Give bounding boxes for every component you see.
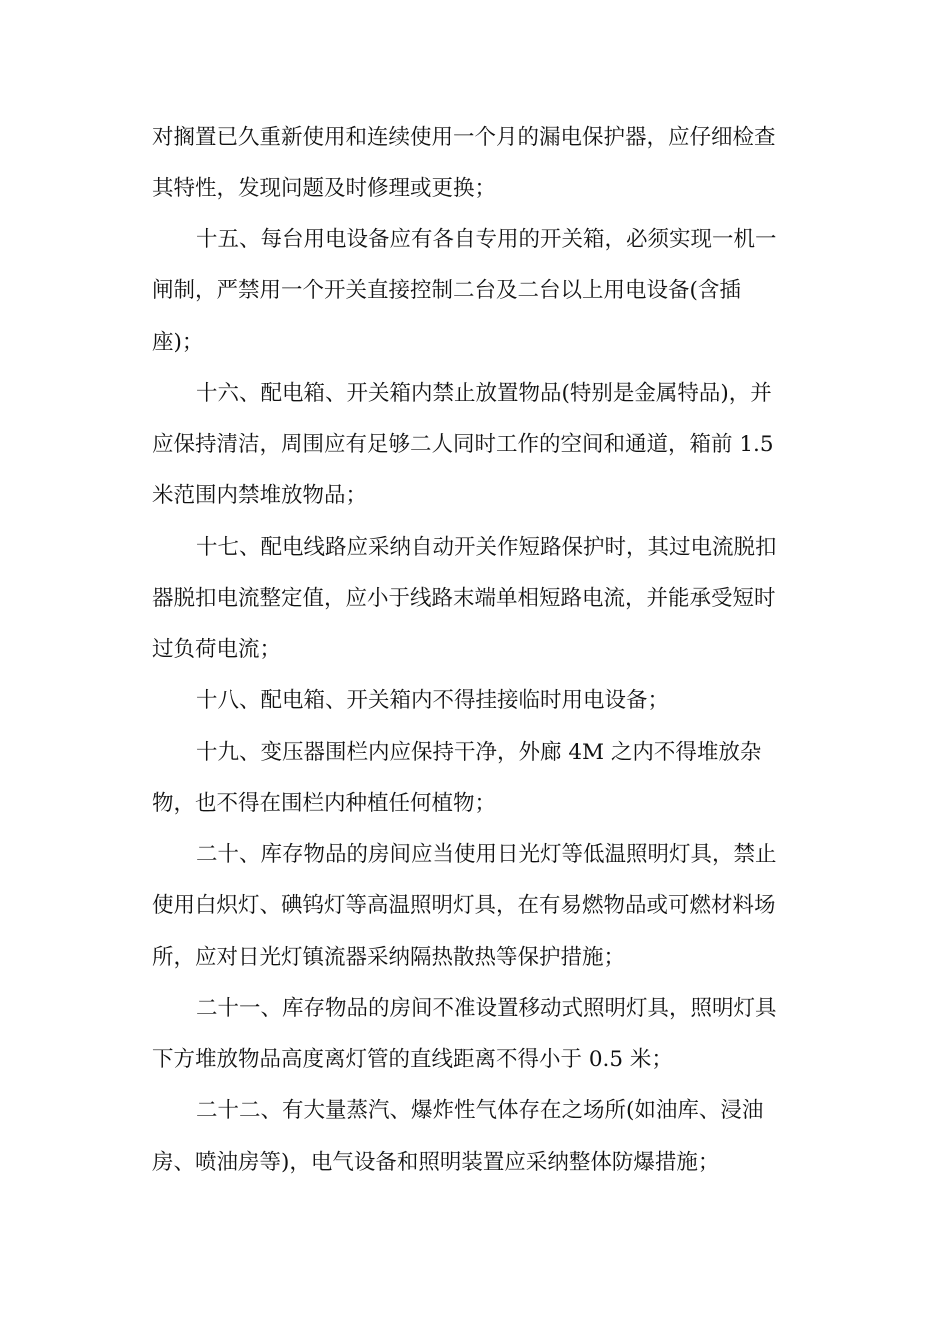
text-line-3: 十五、每台用电设备应有各自专用的开关箱，必须实现一机一 <box>196 227 777 252</box>
text-line-18: 二十一、库存物品的房间不准设置移动式照明灯具，照明灯具 <box>196 996 777 1021</box>
text-line-16: 使用白炽灯、碘钨灯等高温照明灯具，在有易燃物品或可燃材料场 <box>152 893 776 918</box>
text-line-17: 所，应对日光灯镇流器采纳隔热散热等保护措施； <box>152 945 626 970</box>
text-line-5: 座)； <box>152 330 204 355</box>
text-line-13: 十九、变压器围栏内应保持干净，外廊 4M 之内不得堆放杂 <box>196 740 762 765</box>
text-line-1: 对搁置已久重新使用和连续使用一个月的漏电保护器，应仔细检查 <box>152 125 776 150</box>
text-line-15: 二十、库存物品的房间应当使用日光灯等低温照明灯具，禁止 <box>196 842 777 867</box>
text-line-8: 米范围内禁堆放物品； <box>152 483 368 508</box>
text-line-10: 器脱扣电流整定值，应小于线路末端单相短路电流，并能承受短时 <box>152 586 776 611</box>
text-line-4: 闸制，严禁用一个开关直接控制二台及二台以上用电设备(含插 <box>152 278 741 303</box>
text-line-20: 二十二、有大量蒸汽、爆炸性气体存在之场所(如油库、浸油 <box>196 1098 764 1123</box>
text-line-19: 下方堆放物品高度离灯管的直线距离不得小于 0.5 米； <box>152 1047 673 1072</box>
text-line-21: 房、喷油房等)，电气设备和照明装置应采纳整体防爆措施； <box>152 1150 720 1175</box>
text-line-6: 十六、配电箱、开关箱内禁止放置物品(特别是金属特品)，并 <box>196 381 772 406</box>
text-line-11: 过负荷电流； <box>152 637 282 662</box>
text-line-2: 其特性，发现问题及时修理或更换； <box>152 176 497 201</box>
text-line-12: 十八、配电箱、开关箱内不得挂接临时用电设备； <box>196 688 670 713</box>
text-line-9: 十七、配电线路应采纳自动开关作短路保护时，其过电流脱扣 <box>196 535 777 560</box>
text-line-7: 应保持清洁，周围应有足够二人同时工作的空间和通道，箱前 1.5 <box>152 432 774 457</box>
text-line-14: 物，也不得在围栏内种植任何植物； <box>152 791 497 816</box>
